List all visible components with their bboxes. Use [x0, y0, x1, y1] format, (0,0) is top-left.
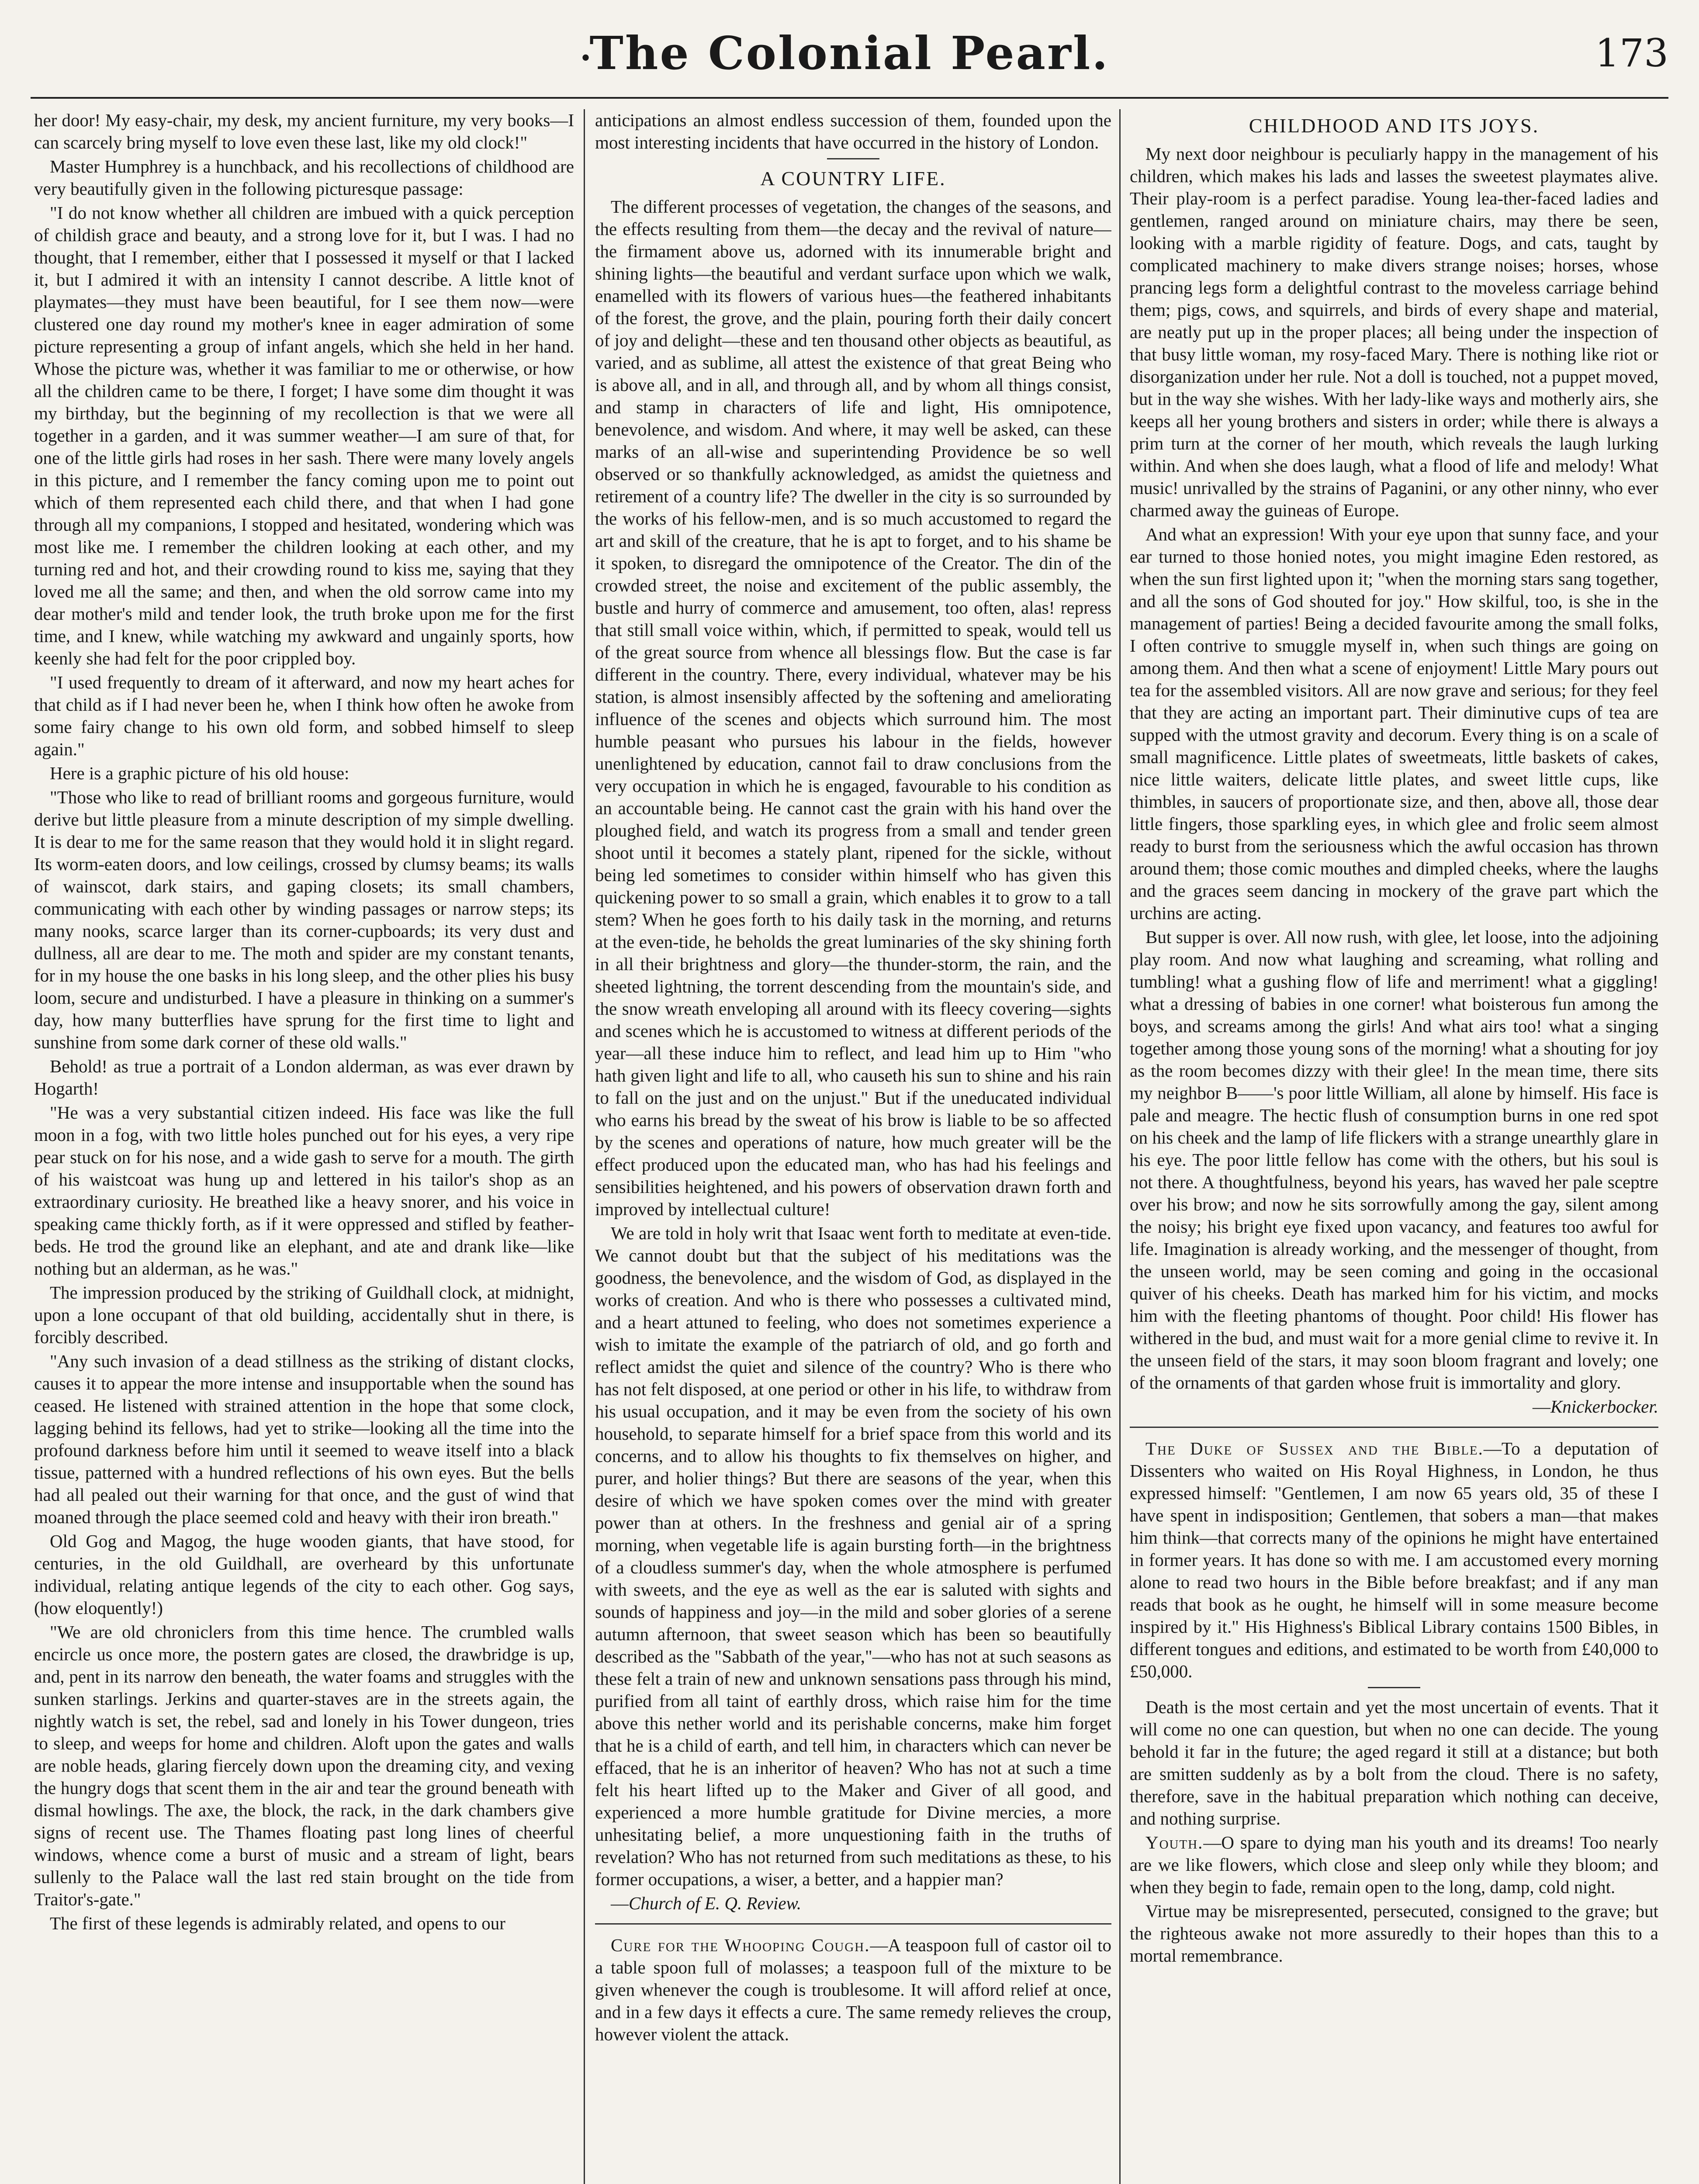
item-text: —O spare to dying man his youth and its dreams! Too nearly are we like flowers, which close and sleep only while they bloom; and when they begin to fade, remain open to the long, damp, cold night. [1130, 1832, 1658, 1897]
paragraph: And what an expression! With your eye upon that sunny face, and your ear turned to those honied notes, you might imagine Eden restored, as when the sun first lighted upon it; "when the morning stars sang together, and all the sons of God shouted for joy." How skilful, too, is she in the management of parties! Being a decided favourite among the small folks, I often contrive to smuggle myself in, when such things are going on among them. And then what a scene of enjoyment! Little Mary pours out tea for the assembled visitors. All are now grave and serious; for they feel that they are acting an important part. Their diminutive cups of tea are supped with the utmost gravity and decorum. Every thing is on a scale of small magnificence. Little plates of sweetmeats, little baskets of cakes, nice little waiters, delicate little plates, and sweet little cups, like thimbles, in saucers of proportionate size, and then, above all, those dear little fingers, those sparkling eyes, in which glee and frolic seem almost ready to burst from the seriousness which the awful occasion has thrown around them; those comic mouthes and dimpled cheeks, where the laughs and the graces seem dancing in mockery of the grave part which the urchins are acting. [1130, 524, 1658, 923]
paragraph: Behold! as true a portrait of a London alderman, as was ever drawn by Hogarth! [34, 1056, 574, 1099]
item-heading: Youth. [1145, 1832, 1204, 1852]
paragraph: "Any such invasion of a dead stillness as the striking of distant clocks, causes it to appear the more intense and insupportable when the sound has ceased. He listened with strained attention in the hope that some clock, lagging behind its fellows, had yet to strike—looking all the time into the profound darkness before him until it seemed to weave itself into a black tissue, patterned with a hundred reflections of his own eyes. But the bells had all pealed out their warning for that once, and the gust of wind that moaned through the place seemed cold and heavy with their iron breath." [34, 1351, 574, 1527]
section-rule [1368, 1687, 1420, 1688]
paragraph: My next door neighbour is peculiarly happy in the management of his children, which makes his lads and lasses the sweetest playmates alive. Their play-room is a perfect paradise. Young lea-ther-faced ladies and gentlemen, ranged around on miniature chairs, may there be seen, looking with a marble rigidity of feature. Dogs, and cats, taught by complicated machinery to make divers strange noises; horses, whose prancing legs form a delightful contrast to the moveless carriage behind them; pigs, cows, and squirrels, and birds of every shape and material, are neatly put up in the proper places; all being under the inspection of that busy little woman, my rosy-faced Mary. There is nothing like riot or disorganization under her rule. Not a doll is touched, not a puppet moved, but in the way she wishes. With her lady-like ways and motherly airs, she keeps all her young brothers and sisters in order; while there is always a prim turn at the corner of her mouth, which reveals the laugh lurking within. And when she does laugh, what a flood of life and melody! What music! unrivalled by the strains of Paganini, or any other ninny, who ever charmed away the guineas of Europe. [1130, 144, 1658, 520]
section-rule [1130, 1427, 1658, 1428]
paragraph: Old Gog and Magog, the huge wooden giants, that have stood, for centuries, in the old Guildhall, are overheard by this unfortunate individual, relating antique legends of the city to each other. Gog says, (how eloquently!) [34, 1531, 574, 1618]
column-divider-2 [1119, 109, 1121, 2184]
paragraph: Virtue may be misrepresented, persecuted, consigned to the grave; but the righteous awake not more assuredly to their hopes than this to a mortal remembrance. [1130, 1901, 1658, 1966]
paragraph: We are told in holy writ that Isaac went forth to meditate at even-tide. We cannot doubt but that the subject of his meditations was the goodness, the benevolence, and the wisdom of God, as displayed in the works of creation. And who is there who possesses a cultivated mind, and a heart attuned to feeling, who does not sometimes experience a wish to imitate the example of the patriarch of old, and go forth and reflect amidst the quiet and silence of the country? Who is there who has not felt disposed, at one period or other in his life, to withdraw from his usual occupation, and it may be even from the society of his own household, to separate himself for a brief space from this world and its concerns, and to allow his thoughts to fix themselves on higher, and purer, and holier things? But there are seasons of the year, when this desire of which we have spoken comes over the mind with greater power than at others. In the freshness and genial air of a spring morning, when vegetable life is again bursting forth—in the brightness of a cloudless summer's day, when the whole atmosphere is perfumed with sweets, and the eye as well as the ear is saluted with sights and sounds of happiness and joy—in the mild and sober glories of a serene autumn afternoon, that sweet season which has been so beautifully described as the "Sabbath of the year,"—who has not at such seasons as these felt a train of new and unknown sensations pass through his mind, purified from all taint of earthly dross, which raise him for the time above this nether world and its perishable concerns, make him forget that he is a child of earth, and tell him, in characters which can never be effaced, that he is an inheritor of heaven? Who has not at such a time felt his heart lifted up to the Maker and Giver of all good, and experienced a more humble gratitude for Divine mercies, a more unhesitating belief, a more unquestioning faith in the truths of revelation? Who has not returned from such meditations as these, to his former occupations, a wiser, a better, and a happier man? [595, 1223, 1111, 1889]
paragraph: anticipations an almost endless succession of them, founded upon the most interesting incidents that have occurred in the history of London. [595, 110, 1111, 152]
item-text: —To a deputation of Dissenters who waited on His Royal Highness, in London, he thus expressed himself: "Gentlemen, I am now 65 years old, 35 of these I have spent in indisposition; Gentlemen, that sobers a man—that makes him think—that corrects many of the opinions he might have entertained in former years. It has done so with me. I am accustomed every morning alone to read two hours in the Bible before breakfast; and if any man reads that book as he ought, he himself will in some measure become inspired by it." His Highness's Biblical Library contains 1500 Bibles, in different tongues and editions, and estimated to be worth from £40,000 to £50,000. [1130, 1438, 1658, 1681]
paragraph: The first of these legends is admirably related, and opens to our [50, 1913, 505, 1933]
page-number: 173 [1595, 31, 1668, 76]
article-title-childhood: CHILDHOOD AND ITS JOYS. [1249, 114, 1540, 137]
paragraph: The impression produced by the striking of Guildhall clock, at midnight, upon a lone occupant of that old building, accidentally shut in there, is forcibly described. [34, 1282, 574, 1347]
paragraph: her door! My easy-chair, my desk, my ancient furniture, my very books—I can scarcely bring myself to love even these last, like my old clock!" [34, 110, 574, 152]
paragraph: "I do not know whether all children are imbued with a quick perception of childish grace and beauty, and a strong love for it, but I was. I had no thought, that I remember, either that I possessed it myself or that I lacked it, but I admired it with an intensity I cannot describe. A little knot of playmates—they must have been beautiful, for I see them now—were clustered one day round my mother's knee in eager admiration of some picture representing a group of infant angels, which she held in her hand. Whose the picture was, whether it was familiar to me or otherwise, or how all the children came to be there, I forget; I have some dim thought it was my birthday, but the beginning of my recollection is that we were all together in a garden, and it was summer weather—I am sure of that, for one of the little girls had roses in her sash. There were many lovely angels in this picture, and I remember the fancy coming upon me to point out which of them represented each child there, and that when I had gone through all my companions, I stopped and hesitated, wondering which was most like me. I remember the children looking at each other, and my turning red and hot, and their crowding round to kiss me, saying that they loved me all the same; and then, and when the old sorrow came into my dear mother's mild and tender look, the truth broke upon me for the first time, and I knew, while watching my awkward and ungainly sports, how keenly she had felt for the poor crippled boy. [34, 203, 574, 668]
paragraph: Master Humphrey is a hunchback, and his recollections of childhood are very beautifully given in the following picturesque passage: [34, 156, 574, 199]
paragraph: "We are old chroniclers from this time hence. The crumbled walls encircle us once more, the postern gates are closed, the drawbridge is up, and, pent in its narrow den beneath, the water foams and struggles with the sunken starlings. Jerkins and quarter-staves are in the streets again, the nightly watch is set, the rebel, sad and lonely in his Tower dungeon, tries to sleep, and weeps for home and children. Aloft upon the gates and walls are noble heads, glaring fiercely down upon the dreaming city, and vexing the hungry dogs that scent them in the air and tear the ground beneath with dismal howlings. The axe, the block, the rack, in the dark chambers give signs of recent use. The Thames floating past long lines of cheerful windows, whence come a burst of music and a stream of light, bears sullenly to the Palace wall the last red stain brought on the tide from Traitor's-gate." [34, 1622, 574, 1909]
ornament-dot: • [581, 43, 591, 72]
paragraph: Death is the most certain and yet the most uncertain of events. That it will come no one can question, but when no one can decide. The young behold it far in the future; the aged regard it still at a distance; but both are smitten suddenly as by a bolt from the cloud. There is no safety, therefore, save in the habitual preparation which nothing can deceive, and nothing surprise. [1130, 1697, 1658, 1828]
paragraph: Here is a graphic picture of his old house: [50, 763, 349, 783]
masthead [0, 26, 1699, 83]
paragraph: "Those who like to read of brilliant rooms and gorgeous furniture, would derive but little pleasure from a minute description of my simple dwelling. It is dear to me for the same reason that they would hold it in slight regard. Its worm-eaten doors, and low ceilings, crossed by clumsy beams; its walls of wainscot, dark stairs, and gaping closets; its small chambers, communicating with each other by winding passages or narrow steps; its many nooks, scarce larger than its corner-cupboards; its very dust and dullness, all are dear to me. The moth and spider are my constant tenants, for in my house the one basks in his long sleep, and the other plies his busy loom, secure and undisturbed. I have a pleasure in thinking on a summer's day, how many butterflies have sprung for the first time to light and sunshine from some dark corner of these old walls." [34, 787, 574, 1052]
item-heading: The Duke of Sussex and the Bible. [1145, 1438, 1484, 1458]
source-dash: — [1532, 1396, 1550, 1417]
paragraph: But supper is over. All now rush, with glee, let loose, into the adjoining play room. And now what laughing and screaming, what rolling and tumbling! what a gushing flow of life and merriment! what a giggling! what a dressing of babies in one corner! what boisterous fun among the boys, and screams among the girls! And what airs too! what a singing together among those young sons of the morning! what a shouting for joy as the room becomes dizzy with their glee! In the mean time, there sits my neighbor B——'s poor little William, all alone by himself. His face is pale and meagre. The hectic flush of consumption burns in one red spot on his cheek and the lamp of life flickers with a strange unearthly glare in his eye. The poor little fellow has come with the others, but his soul is not there. A thoughtfulness, beyond his years, has waved her pale sceptre over his brow; and now he sits sorrowfully among the gay, silent among the noisy; his bright eye fixed upon vacancy, and features too awful for life. Imagination is already working, and the messenger of thought, from the unseen world, may be seen coming and going in the occasional quiver of his cheeks. Death has marked him for his victim, and mocks him with the fleeting phantoms of thought. Poor child! His flower has withered in the bud, and must wait for a more genial clime to revive it. In the unseen field of the stars, it may soon bloom fragrant and lovely; one of the ornaments of that garden whose fruit is immortality and glory. [1130, 927, 1658, 1393]
column-divider-1 [584, 109, 585, 2184]
paragraph: The different processes of vegetation, the changes of the seasons, and the effects resulting from them—the decay and the revival of nature—the firmament above us, adorned with its innumerable bright and shining lights—the beautiful and verdant surface upon which we walk, enamelled with its flowers of various hues—the feathered inhabitants of the forest, the grove, and the plain, pouring forth their daily concert of joy and delight—these and ten thousand other objects as beautiful, as varied, and as sublime, all attest the existence of that great Being who is above all, and in all, and through all, and by whom all things consist, and stamp in characters of life and light, His omnipotence, benevolence, and wisdom. And where, it may well be asked, can these marks of an all-wise and superintending Providence be so well observed or so thankfully acknowledged, as amidst the quietness and retirement of a country life? The dweller in the city is so surrounded by the works of his fellow-men, and is so much accustomed to regard the art and skill of the creature, that he is apt to forget, and to his shame be it spoken, to disregard the omnipotence of the Creator. The din of the crowded street, the noise and excitement of the public assembly, the bustle and hurry of commerce and amusement, too often, alas! repress that still small voice within, which, if permitted to speak, would tell us of the great source from whence all blessings flow. But the case is far different in the country. There, every individual, whatever may be his station, is almost insensibly affected by the softening and ameliorating influence of the scenes and objects which surround him. The most humble peasant who pursues his labour in the fields, however unenlightened by education, cannot fail to draw conclusions from the very occupation in which he is engaged, favourable to his condition as an accountable being. He cannot cast the grain with his hand over the ploughed field, and watch its progress from a small and tender green shoot until it becomes a stately plant, ripened for the sickle, without being led sometimes to consider within himself who has given this quickening power to so small a grain, which enables it to grow to a tall stem? When he goes forth to his daily task in the morning, and returns at the even-tide, he beholds the great luminaries of the sky shining forth in all their brightness and glory—the thunder-storm, the rain, and the sheeted lightning, the torrent descending from the mountain's side, and the snow wreath enveloping all around with its fleecy covering—sights and scenes which he is accustomed to witness at different periods of the year—all these induce him to reflect, and lead him up to Him "who hath given light and life to all, who causeth his sun to shine and his rain to fall on the just and on the unjust." But if the uneducated individual who earns his bread by the sweat of his brow is liable to be so affected by the scenes and operations of nature, how much greater will be the effect produced upon the educated man, who has had his feelings and sensibilities heightened, and his powers of observation drawn forth and improved by intellectual culture! [595, 197, 1111, 1219]
header-rule [31, 97, 1668, 99]
column-left [34, 109, 574, 2184]
article-source: Church of E. Q. Review. [629, 1893, 802, 1913]
paragraph: "He was a very substantial citizen indeed. His face was like the full moon in a fog, with two little holes punched out for his eyes, a very ripe pear stuck on for his nose, and a wide gash to serve for a mouth. The girth of his waistcoat was hung up and lettered in his tailor's shop as an extraordinary curiosity. He breathed like a heavy snorer, and his voice in speaking came thickly forth, as if it were oppressed and stifled by feather-beds. He trod the ground like an elephant, and ate and drank like—like nothing but an alderman, as he was." [34, 1102, 574, 1279]
paragraph: "I used frequently to dream of it afterward, and now my heart aches for that child as if I had never been he, when I think how often he awoke from some fairy change to his own old form, and sobbed himself to sleep again." [34, 672, 574, 759]
section-rule [827, 158, 879, 159]
column-right [1130, 109, 1658, 2184]
column-middle [595, 109, 1111, 2184]
item-heading: Cure for the Whooping Cough. [611, 1935, 870, 1955]
newspaper-title: The Colonial Pearl. [589, 26, 1110, 80]
item-text: —A teaspoon full of castor oil to a table spoon full of molasses; a teaspoon full of the mixture to be given whenever the cough is troublesome. It will afford relief at once, and in a few days it effects a cure. The same remedy relieves the croup, however violent the attack. [595, 1935, 1111, 2044]
article-title-country-life: A COUNTRY LIFE. [760, 167, 946, 190]
article-source: Knickerbocker. [1550, 1396, 1658, 1417]
source-dash: — [611, 1893, 629, 1913]
section-rule [595, 1923, 1111, 1925]
